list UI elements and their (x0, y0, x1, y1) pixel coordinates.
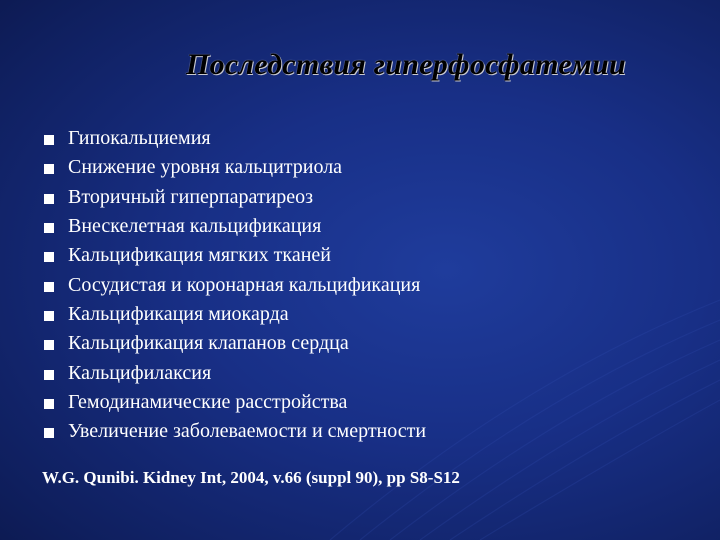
bullet-list (44, 124, 426, 446)
square-bullet-icon (44, 399, 54, 409)
square-bullet-icon (44, 194, 54, 204)
square-bullet-icon (44, 223, 54, 233)
bullet-text: Вторичный гиперпаратиреоз (68, 185, 314, 208)
bullet-text: Гипокальциемия (68, 127, 211, 150)
list-item (44, 300, 426, 329)
list-item (44, 183, 426, 212)
square-bullet-icon (44, 428, 54, 438)
square-bullet-icon (44, 135, 54, 145)
list-item (44, 329, 426, 358)
list-item (44, 417, 426, 446)
list-item (44, 388, 426, 417)
square-bullet-icon (44, 311, 54, 321)
list-item (44, 212, 426, 241)
bullet-text: Кальцификация миокарда (68, 302, 289, 325)
bullet-text: Кальцификация мягких тканей (68, 244, 331, 267)
square-bullet-icon (44, 252, 54, 262)
list-item (44, 153, 426, 182)
list-item (44, 270, 426, 299)
slide-title: Последствия гиперфосфатемии (186, 48, 626, 81)
square-bullet-icon (44, 164, 54, 174)
square-bullet-icon (44, 282, 54, 292)
bullet-text: Сосудистая и коронарная кальцификация (68, 273, 421, 296)
bullet-text: Снижение уровня кальцитриола (68, 156, 343, 179)
bullet-text: Кальцификация клапанов сердца (68, 332, 349, 355)
bullet-text: Гемодинамические расстройства (68, 390, 348, 413)
list-item (44, 241, 426, 270)
bullet-text: Увеличение заболеваемости и смертности (68, 420, 427, 443)
list-item (44, 358, 426, 387)
bullet-text: Внескелетная кальцификация (68, 215, 322, 238)
list-item (44, 124, 426, 153)
square-bullet-icon (44, 340, 54, 350)
citation: W.G. Qunibi. Kidney Int, 2004, v.66 (suppl 90), pp S8-S12 (42, 468, 460, 487)
square-bullet-icon (44, 370, 54, 380)
bullet-text: Кальцифилаксия (68, 361, 212, 384)
